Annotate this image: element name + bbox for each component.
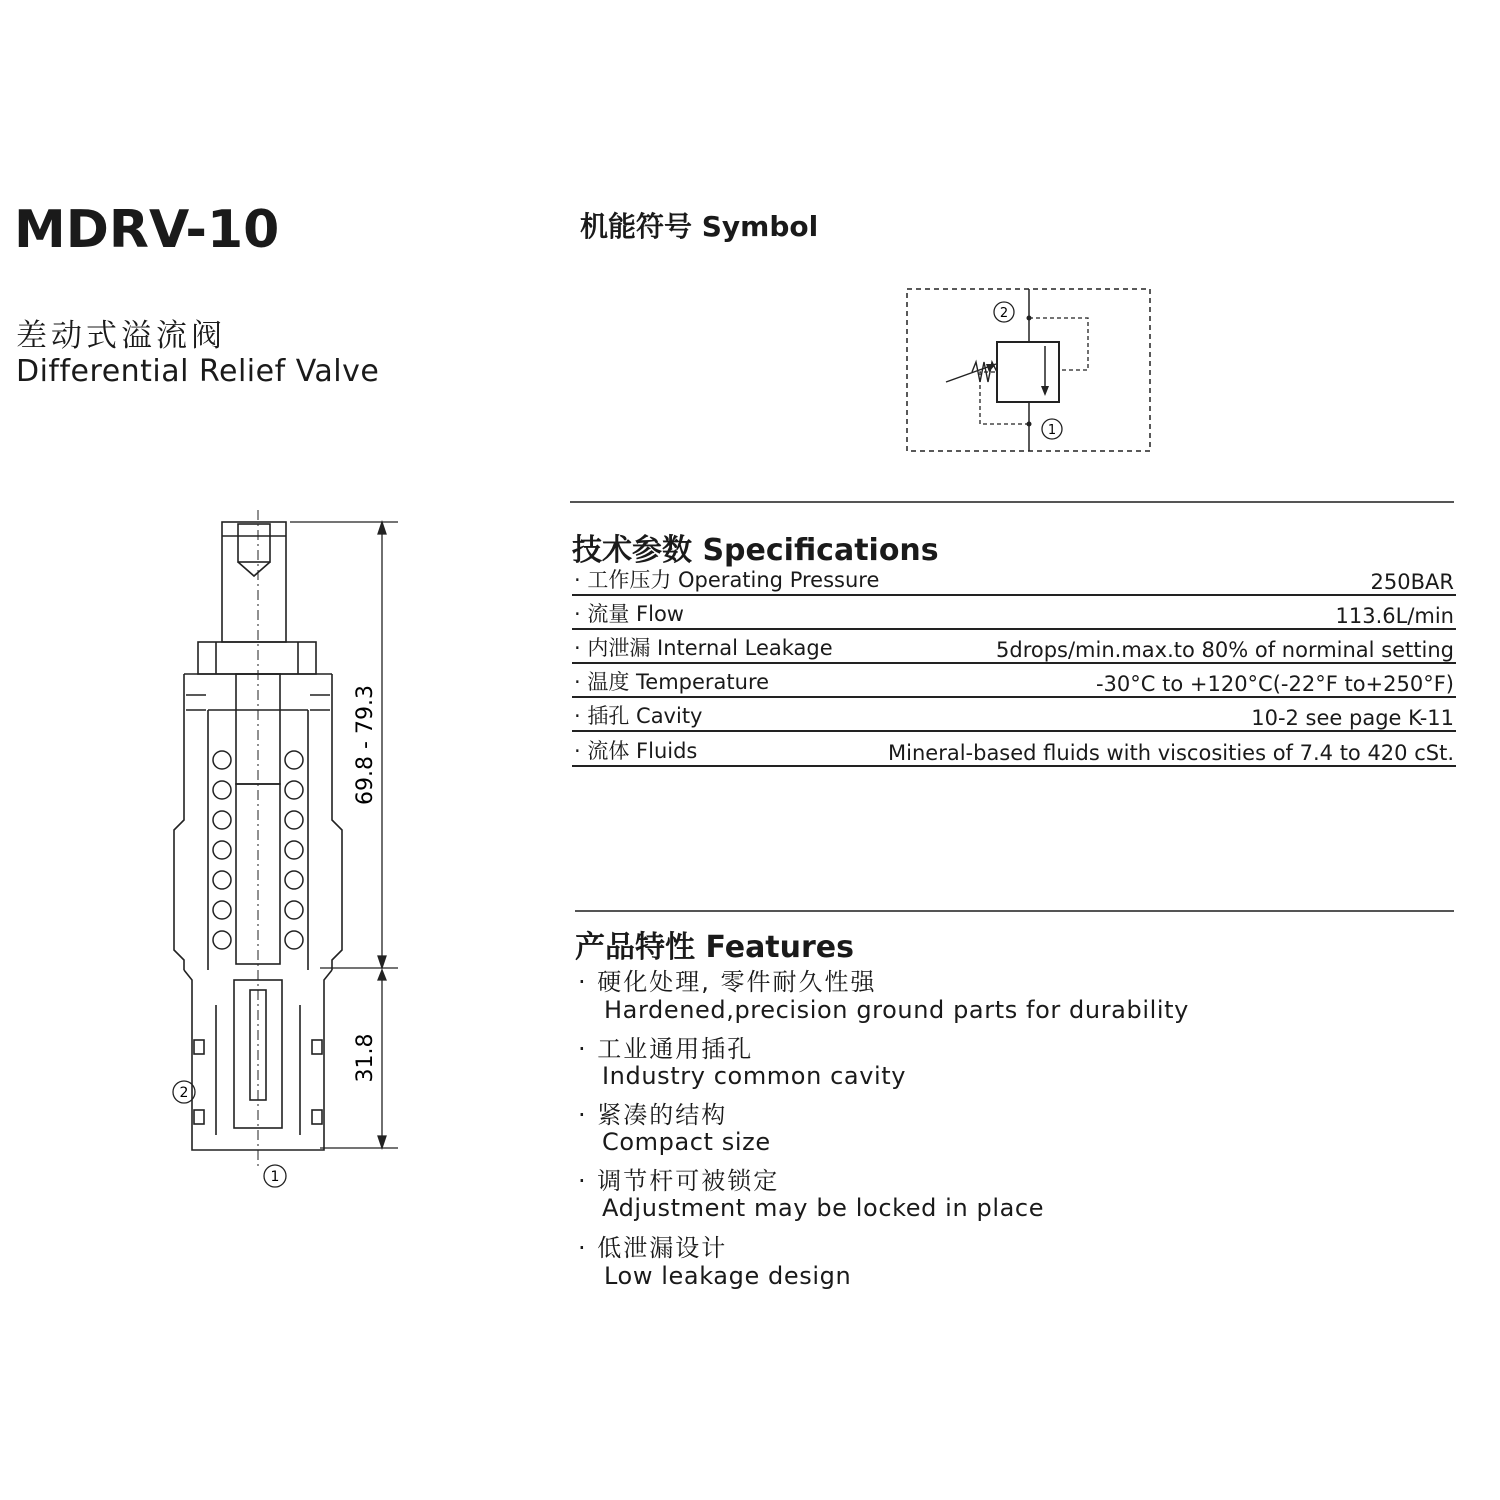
- feature-cn: · 工业通用插孔: [578, 1035, 754, 1063]
- feature-cn: · 调节杆可被锁定: [578, 1167, 780, 1195]
- symbol-heading: 机能符号 Symbol: [580, 210, 819, 243]
- feature-cn: · 低泄漏设计: [578, 1234, 728, 1262]
- valve-body-symbol: [997, 342, 1059, 402]
- features-heading: 产品特性 Features: [575, 930, 855, 965]
- drawing-port-2-label: 2: [179, 1085, 189, 1101]
- spec-row: [572, 598, 1456, 630]
- drawing-port-1-label: 1: [270, 1169, 280, 1185]
- product-name-cn: 差动式溢流阀: [16, 318, 226, 354]
- spec-value: 250BAR: [1370, 570, 1454, 594]
- valve-cross-section-drawing: [160, 510, 420, 1200]
- spec-value: Mineral-based fluids with viscosities of 7.4 to 420 cSt.: [888, 741, 1454, 765]
- spec-value: 5drops/min.max.to 80% of norminal setting: [996, 638, 1454, 662]
- spec-label: · 内泄漏 Internal Leakage: [574, 636, 833, 660]
- spec-row: [572, 666, 1456, 698]
- product-name-en: Differential Relief Valve: [16, 354, 380, 389]
- spec-row: [572, 564, 1456, 596]
- spec-label: · 流体 Fluids: [574, 739, 698, 763]
- spec-label: · 温度 Temperature: [574, 670, 770, 694]
- features-top-rule: [575, 910, 1454, 912]
- spec-label: · 流量 Flow: [574, 602, 684, 626]
- dimension-lower-label: 31.8: [353, 1033, 378, 1083]
- specifications-top-rule: [570, 501, 1454, 503]
- spec-label: · 插孔 Cavity: [574, 704, 703, 728]
- port-2-label: 2: [999, 306, 1009, 321]
- model-title: MDRV-10: [14, 200, 280, 260]
- feature-en: Adjustment may be locked in place: [602, 1194, 1045, 1222]
- dimension-upper-label: 69.8 - 79.3: [353, 685, 378, 805]
- specifications-heading: 技术参数 Specifications: [572, 533, 939, 568]
- spec-row: [572, 700, 1456, 732]
- feature-en: Compact size: [602, 1128, 771, 1156]
- spec-value: 10-2 see page K-11: [1251, 706, 1454, 730]
- spec-row: [572, 632, 1456, 664]
- spec-label: · 工作压力 Operating Pressure: [574, 568, 880, 592]
- feature-en: Industry common cavity: [602, 1062, 907, 1090]
- adjusting-stem: [222, 522, 286, 642]
- feature-cn: · 紧凑的结构: [578, 1101, 728, 1129]
- spec-value: -30°C to +120°C(-22°F to+250°F): [1095, 672, 1454, 696]
- feature-en: Hardened,precision ground parts for durability: [604, 996, 1189, 1024]
- spec-row: [572, 735, 1456, 767]
- feature-cn: · 硬化处理, 零件耐久性强: [578, 968, 877, 996]
- spec-value: 113.6L/min: [1335, 604, 1454, 628]
- port-1-label: 1: [1047, 423, 1057, 438]
- hydraulic-symbol-diagram: [900, 280, 1160, 460]
- feature-en: Low leakage design: [604, 1262, 852, 1290]
